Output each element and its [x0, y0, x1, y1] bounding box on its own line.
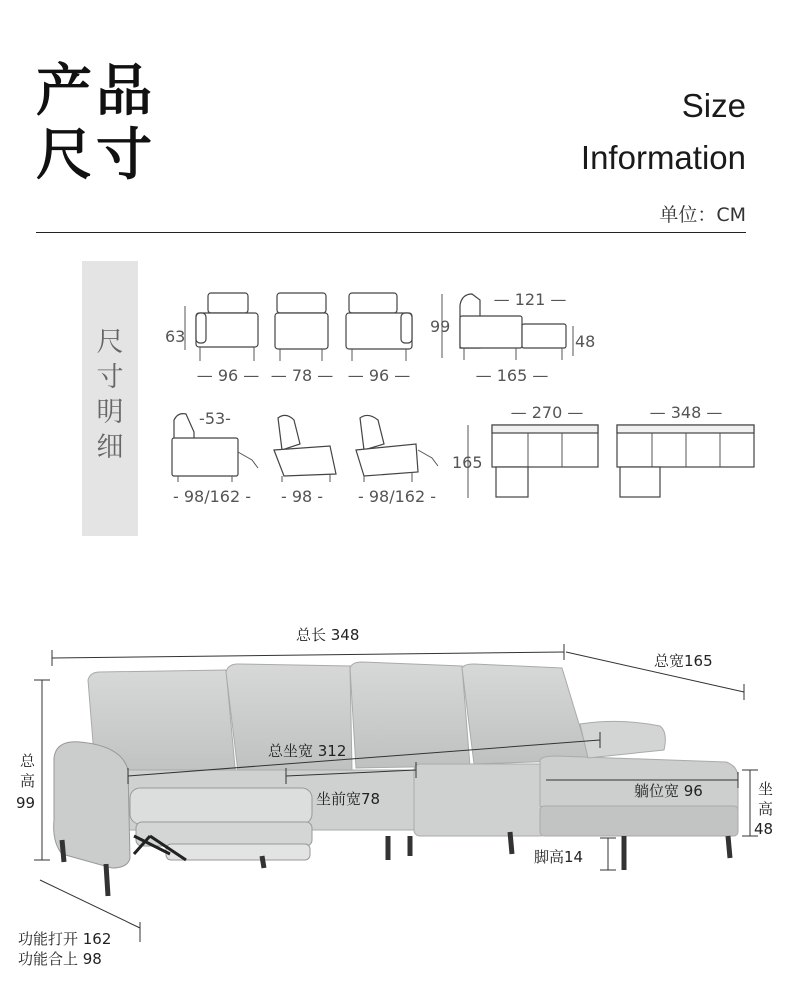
- title-en-line2: Information: [580, 139, 746, 176]
- plan-view-348-sketch: [617, 425, 754, 497]
- dim-lounge-width: 躺位宽 96: [634, 782, 703, 800]
- dim-row2-recliner-1: - 98/162 -: [172, 487, 252, 506]
- recliner-extended-sketch: [356, 415, 438, 482]
- dim-row2-recliner-2: - 98 -: [280, 487, 324, 506]
- dim-seat-width: 总坐宽 312: [268, 742, 347, 760]
- dim-row1-width-3: — 96 —: [347, 366, 411, 385]
- dim-row1-width-1: — 96 —: [196, 366, 260, 385]
- detail-label-char: 细: [96, 432, 124, 463]
- dim-seat-height-value: 48: [754, 820, 774, 838]
- dim-seat-height-label2: 高: [758, 800, 774, 818]
- dim-row2-recliner-top: -53-: [199, 409, 231, 428]
- dim-seat-height-label: 坐: [758, 780, 774, 798]
- dim-leg-height: 脚高14: [534, 848, 584, 866]
- module-right-arm-sketch: [346, 293, 412, 361]
- detail-label-char: 明: [96, 397, 124, 428]
- dim-row2-recliner-3: - 98/162 -: [357, 487, 437, 506]
- recliner-footrest: [130, 788, 312, 860]
- dim-row2-plan-1-width: — 270 —: [510, 403, 584, 422]
- dim-total-height-label: 总: [20, 752, 36, 770]
- dim-total-height-value: 99: [16, 794, 36, 812]
- dim-row1-chaise-bottom: — 165 —: [475, 366, 549, 385]
- module-left-arm-sketch: [196, 293, 258, 361]
- chaise-arm: [580, 721, 665, 758]
- dim-total-length: 总长 348: [296, 626, 360, 644]
- dim-function-closed: 功能合上 98: [18, 950, 102, 968]
- title-cn-line1: 产品: [36, 59, 156, 124]
- sofa-back: [88, 662, 590, 780]
- title-en-line1: Size: [681, 87, 746, 124]
- detail-label-char: 尺: [96, 327, 124, 358]
- dim-function-open: 功能打开 162: [18, 930, 112, 948]
- recliner-open-sketch: [274, 415, 336, 482]
- dim-row1-chaise-seat: 48: [575, 332, 596, 351]
- dim-row1-chaise-height: 99: [430, 317, 451, 336]
- dim-row2-depth-left: 165: [452, 453, 483, 472]
- dim-row1-chaise-top: — 121 —: [493, 290, 567, 309]
- dim-seat-depth: 坐前宽78: [316, 790, 381, 808]
- detail-label-char: 寸: [96, 362, 124, 393]
- unit-label: 单位：CM: [659, 204, 746, 226]
- plan-view-270-sketch: [492, 425, 598, 497]
- dim-row1-width-2: — 78 —: [270, 366, 334, 385]
- dim-total-width: 总宽165: [654, 652, 713, 670]
- module-armless-sketch: [275, 293, 328, 361]
- title-cn-line2: 尺寸: [36, 123, 156, 188]
- dim-row2-plan-2-width: — 348 —: [649, 403, 723, 422]
- sofa-illustration: [0, 610, 790, 999]
- dim-row1-height-left: 63: [165, 327, 186, 346]
- dim-total-height-label2: 高: [20, 772, 36, 790]
